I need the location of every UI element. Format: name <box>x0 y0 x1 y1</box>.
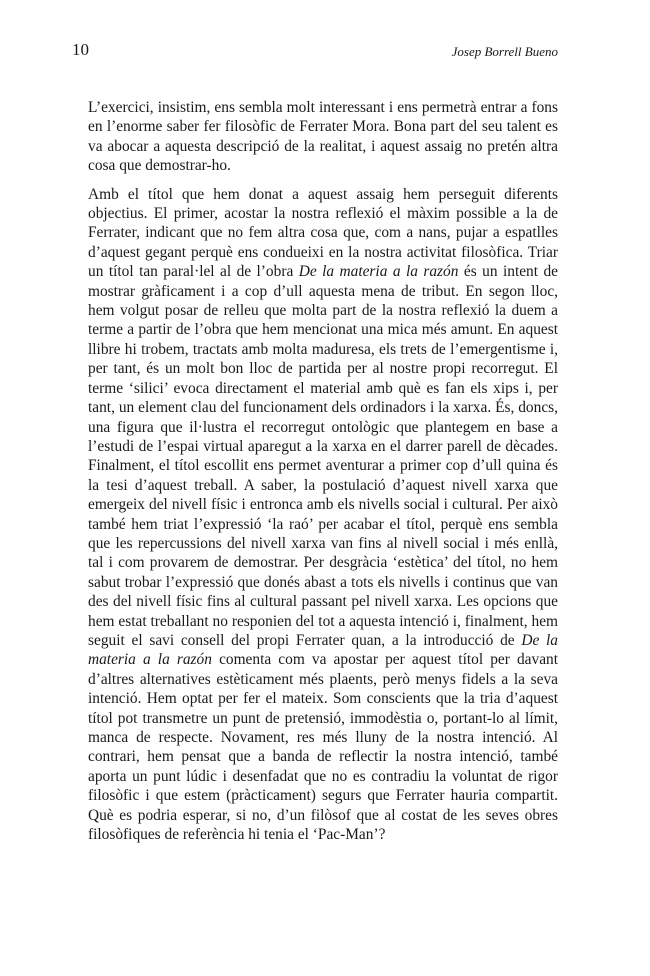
body-text <box>88 98 558 853</box>
book-title-reference: De la materia a la razón <box>88 631 559 669</box>
paragraph-2-part-2: és un intent de mostrar gràficament i a cop d’ull aquesta mena de tribut. En segon lloc, hem volgut posar de relleu que molta part de la nostra reflexió la duem a terme a partir de l’obra que hem mencionat una mica més amunt. En aquest llibre hi trobem, tractats amb molta maduresa, els trets de l’emergentisme i, per tant, és un molt bon lloc de partida per al nostre propi recorregut. El terme ‘silici’ evoca directament el material amb què es fan els xips i, per tant, un element clau del funcionament dels ordinadors i la xarxa. És, doncs, una figura que il·lustra el recorregut ontològic que plantegem en base a l’estudi de l’espai virtual aparegut a la xarxa en el darrer parell de dècades. Finalment, el títol escollit ens permet aventurar a primer cop d’ull quina és la tesi d’aquest treball. A saber, la postulació d’aquest nivell xarxa que emergeix del nivell físic i entronca amb els nivells social i cultural. Per això també hem triat l’expressió ‘la raó’ per acabar el títol, perquè ens sembla que les repercussions del nivell xarxa van fins al nivell social i més enllà, tal i com provarem de demostrar. Per desgràcia ‘estètica’ del títol, no hem sabut trobar l’expressió que donés abast a tots els nivells i continus que van des del nivell físic fins al cultural passant pel nivell xarxa. Les opcions que hem estat treballant no responien del tot a aquesta intenció i, finalment, hem seguit el savi consell del propi Ferrater quan, a la introducció de <box>88 263 558 649</box>
paragraph-2-part-3: comenta com va apostar per aquest títol per davant d’altres alternatives estèticament més plaents, però menys fidels a la seva intenció. Hem optat per fer el mateix. Som conscients que la tria d’aquest títol pot transmetre un punt de pretensió, immodèstia o, portant-lo al límit, manca de respecte. Novament, res més lluny de la nostra intenció. Al contrari, hem pensat que a banda de reflectir la nostra intenció, també aporta un punt lúdic i desenfadat que no es contradiu la voluntat de rigor filosòfic i que estem (pràcticament) segurs que Ferrater hauria compartit. Què es podria esperar, si no, d’un filòsof que al costat de les seves obres filosòfiques de referència hi tenia el ‘Pac-Man’? <box>88 651 558 844</box>
paragraph-2-part-1: Amb el títol que hem donat a aquest assaig hem perseguit diferents objectius. El primer, acostar la nostra reflexió el màxim possible a la de Ferrater, indicant que no fem altra cosa que, com a nans, pujar a espatlles d’aquest gegant perquè ens condueixi en la nostra activitat filosòfica. Triar un títol tan paral·lel al de l’obra <box>88 185 558 281</box>
book-title-reference: De la materia a la razón <box>298 263 459 281</box>
running-head-author: Josep Borrell Bueno <box>451 44 558 59</box>
paragraph-2 <box>88 185 558 845</box>
page-number: 10 <box>72 40 89 59</box>
paragraph-1: L’exercici, insistim, ens sembla molt interessant i ens permetrà entrar a fons en l’enorme saber fer filosòfic de Ferrater Mora. Bona part del seu talent es va abocar a aquesta descripció de la realitat, i aquest assaig no pretén altra cosa que demostrar-ho. <box>88 99 558 175</box>
